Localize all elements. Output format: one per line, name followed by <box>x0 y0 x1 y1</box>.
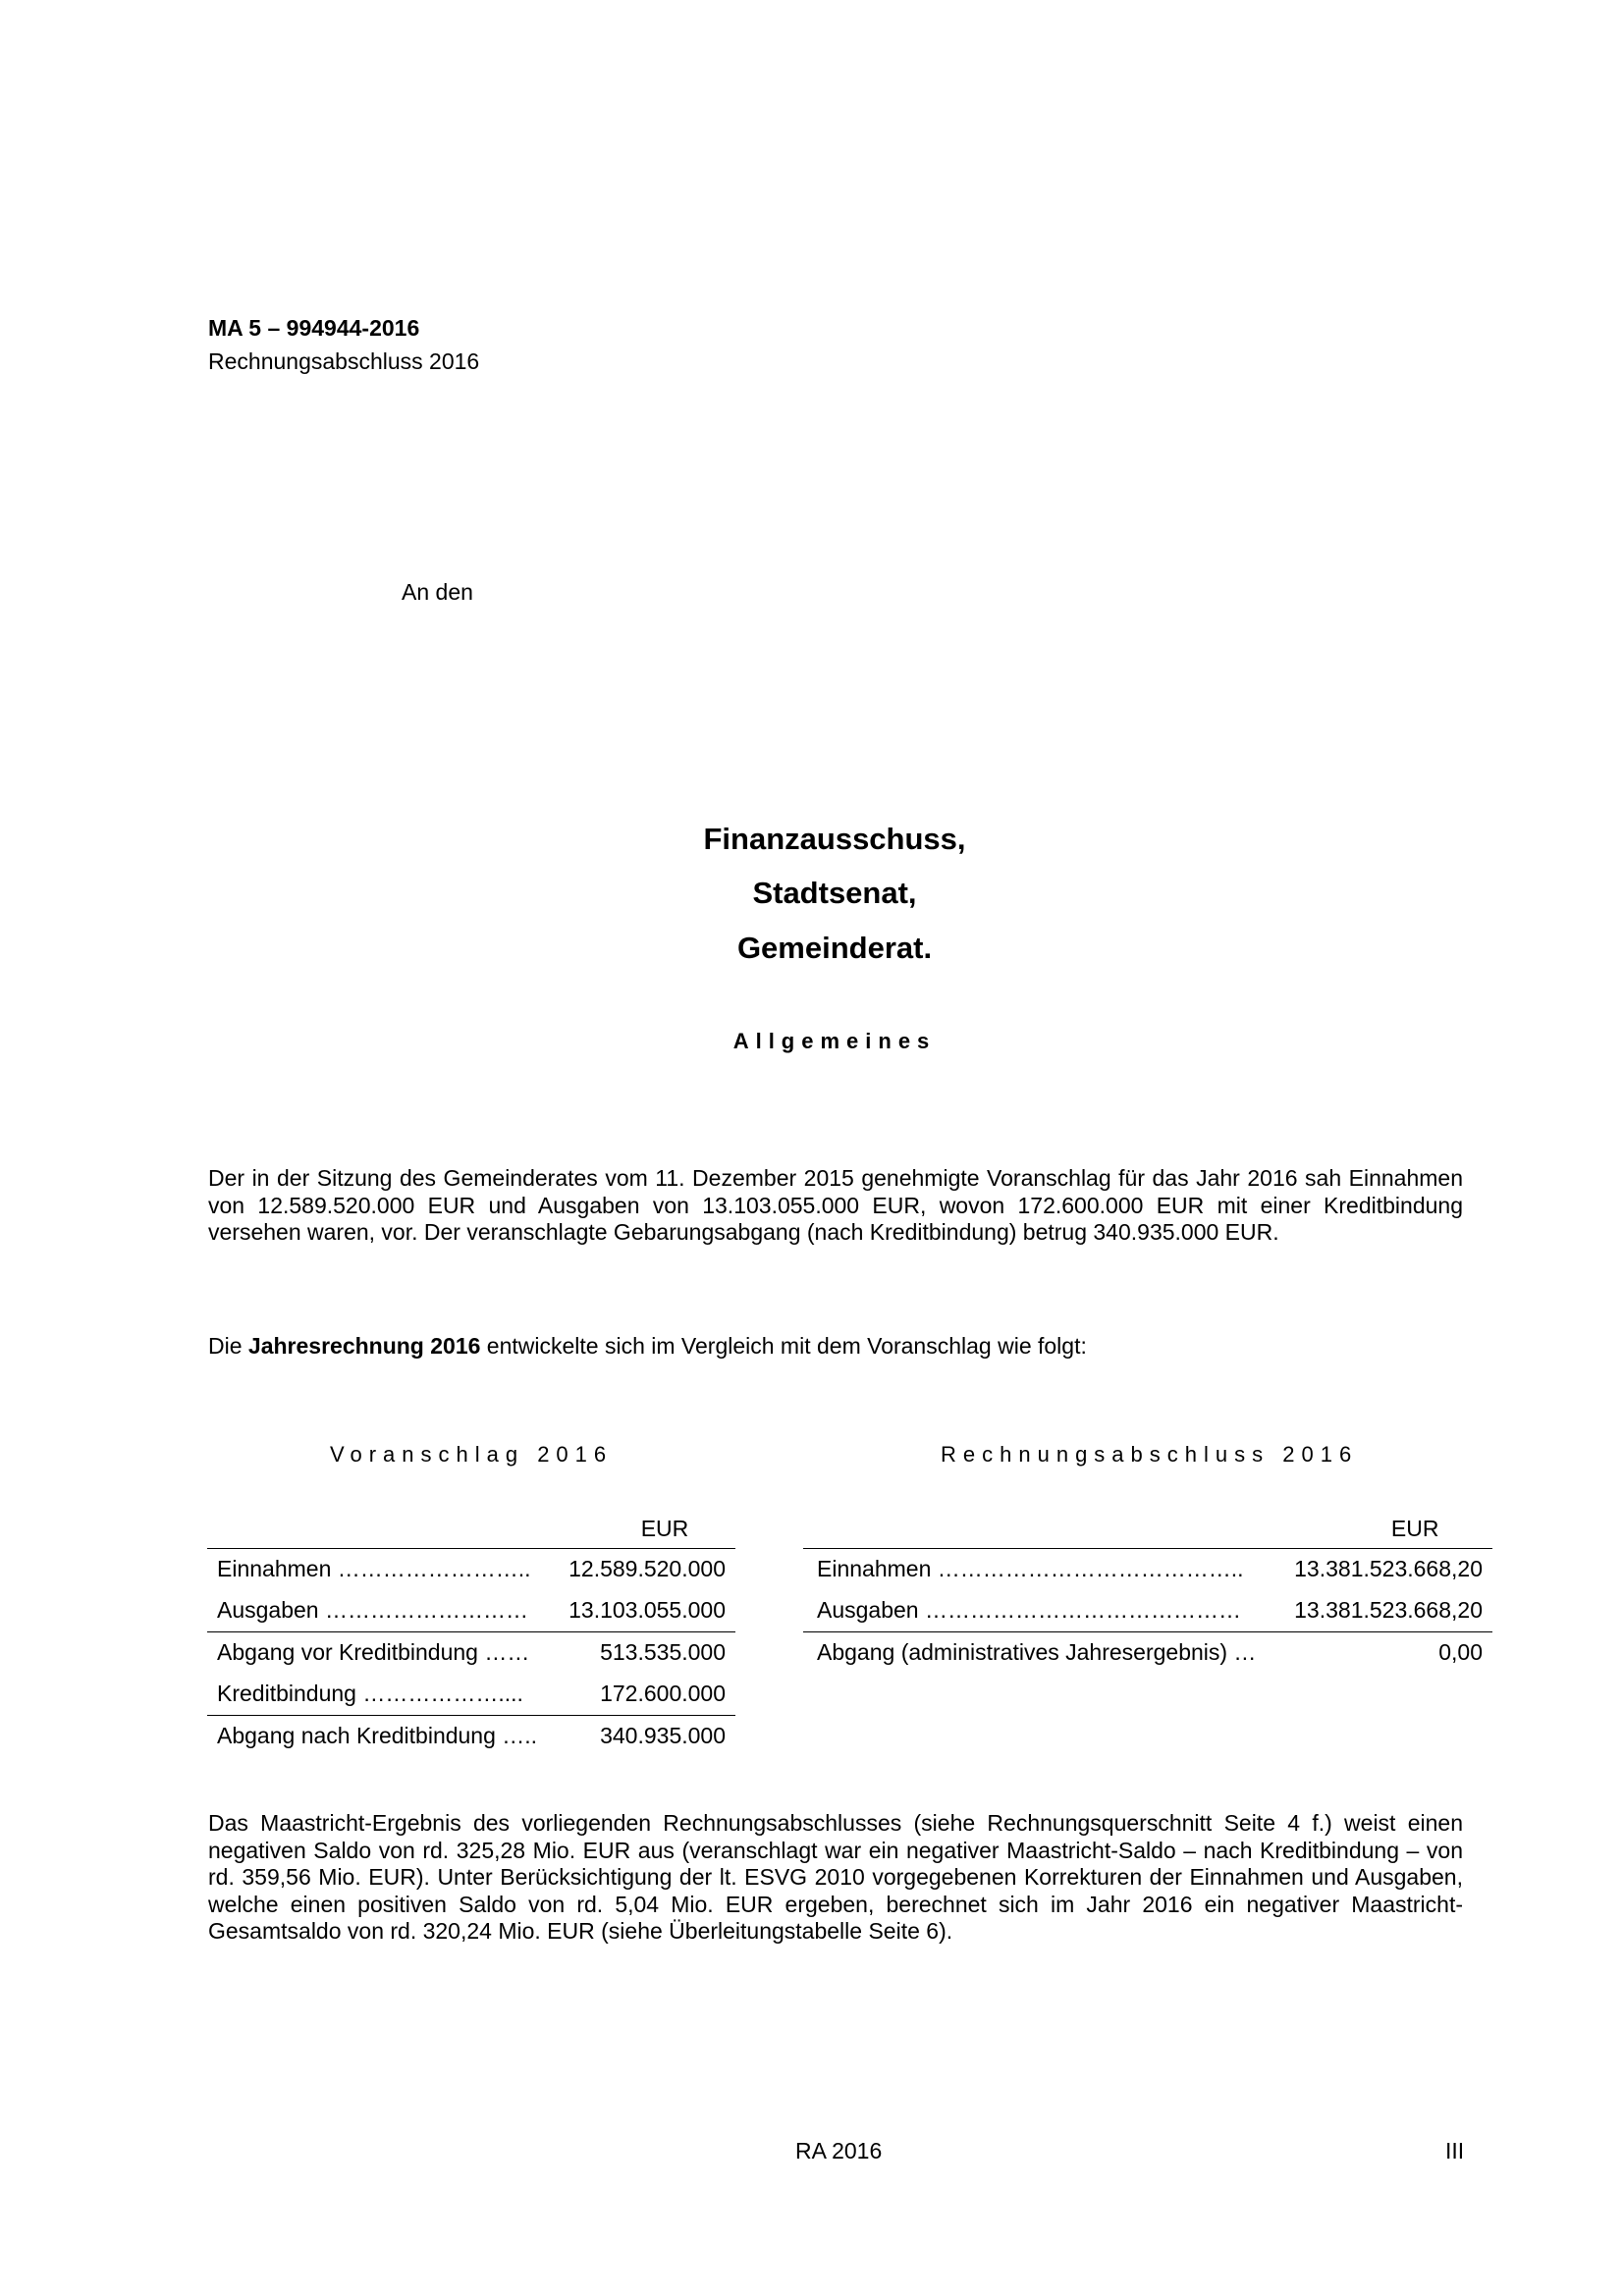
voranschlag-heading: Voranschlag 2016 <box>330 1442 614 1467</box>
voranschlag-unit: EUR <box>640 1516 689 1542</box>
row-label: Abgang nach Kreditbindung ….. <box>207 1716 555 1758</box>
row-value: 13.381.523.668,20 <box>1294 1597 1483 1624</box>
row-label: Ausgaben ……………………… <box>217 1597 528 1624</box>
recipient-stadtsenat: Stadtsenat, <box>752 876 917 910</box>
row-value: 13.381.523.668,20 <box>1278 1549 1492 1591</box>
row-value: 172.600.000 <box>600 1681 726 1707</box>
row-label: Abgang vor Kreditbindung …… <box>207 1632 555 1675</box>
table-row <box>803 1632 1492 1675</box>
row-label: Abgang (administratives Jahresergebnis) … <box>803 1632 1278 1675</box>
table-row <box>207 1716 735 1758</box>
rechnungsabschluss-unit: EUR <box>1390 1516 1439 1542</box>
row-value: 513.535.000 <box>555 1632 735 1675</box>
row-label: Einnahmen …………………….. <box>207 1549 555 1591</box>
row-label: Kreditbindung ……………….... <box>217 1681 523 1707</box>
row-value: 340.935.000 <box>555 1716 735 1758</box>
table-row <box>207 1549 735 1591</box>
row-value: 0,00 <box>1278 1632 1492 1675</box>
recipient-finanzausschuss: Finanzausschuss, <box>703 822 966 856</box>
voranschlag-table <box>207 1511 735 1757</box>
page-number: III <box>1445 2138 1465 2163</box>
salutation: An den <box>402 579 473 605</box>
comparison-intro-suffix: entwickelte sich im Vergleich mit dem Voranschlag wie folgt: <box>480 1333 1087 1359</box>
comparison-intro-bold: Jahresrechnung 2016 <box>247 1333 481 1359</box>
section-title: Allgemeines <box>732 1029 937 1053</box>
reference-code: MA 5 – 994944-2016 <box>208 315 420 341</box>
rechnungsabschluss-heading: Rechnungsabschluss 2016 <box>941 1442 1359 1467</box>
table-row <box>207 1632 735 1675</box>
comparison-intro-prefix: Die <box>208 1333 248 1359</box>
row-value: 12.589.520.000 <box>555 1549 735 1591</box>
row-value: 13.103.055.000 <box>568 1597 726 1624</box>
comparison-intro <box>208 1333 1463 1361</box>
recipient-gemeinderat: Gemeinderat. <box>736 931 933 965</box>
row-label: Einnahmen ………………………………….. <box>803 1549 1278 1591</box>
reference-title: Rechnungsabschluss 2016 <box>208 348 480 374</box>
footer-title: RA 2016 <box>795 2138 883 2163</box>
table-row <box>207 1674 735 1716</box>
table-row <box>803 1549 1492 1591</box>
maastricht-paragraph: Das Maastricht-Ergebnis des vorliegenden Rechnungsabschlusses (siehe Rechnungsquerschnitt Seite 4 f.) weist einen negativen Saldo von rd. 325,28 Mio. EUR aus (veranschlagt war ein negativer Maastricht-Saldo – nach Kreditbindung – von rd. 359,56 Mio. EUR). Unter Berücksichtigung der lt. ESVG 2010 vorgegebenen Korrekturen der Einnahmen und Ausgaben, welche einen positiven Saldo von rd. 5,04 Mio. EUR ergeben, berechnet sich im Jahr 2016 ein negativer Maastricht-Gesamtsaldo von rd. 320,24 Mio. EUR (siehe Überleitungstabelle Seite 6). <box>208 1810 1463 1945</box>
intro-paragraph: Der in der Sitzung des Gemeinderates vom 11. Dezember 2015 genehmigte Voranschlag für das Jahr 2016 sah Einnahmen von 12.589.520.000 EUR und Ausgaben von 13.103.055.000 EUR, wovon 172.600.000 EUR mit einer Kreditbindung versehen waren, vor. Der veranschlagte Gebarungsabgang (nach Kreditbindung) betrug 340.935.000 EUR. <box>208 1165 1463 1246</box>
table-row <box>207 1590 735 1632</box>
row-label: Ausgaben …………………………………… <box>817 1597 1241 1624</box>
table-row <box>803 1590 1492 1632</box>
rechnungsabschluss-table <box>803 1511 1492 1674</box>
